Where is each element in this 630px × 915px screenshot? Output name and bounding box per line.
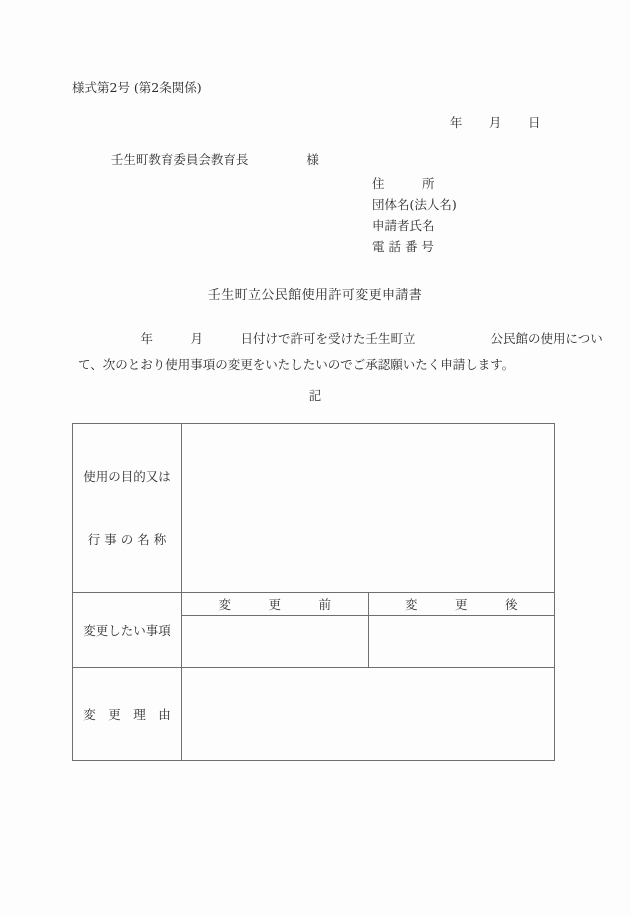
addressee-name: 壬生町教育委員会教育長 (110, 151, 249, 167)
applicant-telephone-label: 電 話 番 号 (372, 239, 434, 254)
purpose-value-cell[interactable] (182, 424, 555, 593)
form-number: 様式第2号 (第2条関係) (72, 80, 202, 95)
addressee-line (95, 141, 319, 179)
table-row-purpose (73, 424, 555, 593)
body-paragraph (78, 326, 603, 378)
date-year-label: 年 (449, 114, 463, 130)
date-day-label: 日 (527, 114, 541, 130)
purpose-label-line-1: 使用の目的又は (83, 469, 171, 484)
body-paragraph-line-1: 年 月 日付けで許可を受けた壬生町立 公民館の使用につい (78, 331, 603, 346)
ki-marker: 記 (308, 388, 322, 403)
reason-label-cell: 変 更 理 由 (73, 668, 182, 761)
applicant-block (372, 178, 457, 262)
purpose-label-cell (73, 424, 182, 593)
date-line (432, 104, 541, 142)
purpose-label-line-2: 行 事 の 名 称 (87, 532, 167, 547)
reason-value-cell[interactable] (182, 668, 555, 761)
body-paragraph-line-2: て、次のとおり使用事項の変更をいたしたいのでご承認願いたく申請します。 (78, 357, 515, 372)
column-header-before: 変 更 前 (182, 593, 369, 616)
table-row-reason (73, 668, 555, 761)
applicant-name-label: 申請者氏名 (372, 218, 435, 233)
column-header-after: 変 更 後 (368, 593, 555, 616)
change-item-label-cell: 変更したい事項 (73, 593, 182, 668)
document-title: 壬生町立公民館使用許可変更申請書 (207, 288, 423, 303)
addressee-honorific: 様 (306, 151, 319, 167)
change-value-before-cell[interactable] (182, 616, 369, 668)
table-row-change-headers (73, 593, 555, 616)
applicant-address-label: 住 所 (372, 176, 435, 191)
change-value-after-cell[interactable] (368, 616, 555, 668)
applicant-organization-label: 団体名(法人名) (372, 197, 457, 212)
change-application-table (72, 423, 555, 761)
date-month-label: 月 (488, 114, 502, 130)
